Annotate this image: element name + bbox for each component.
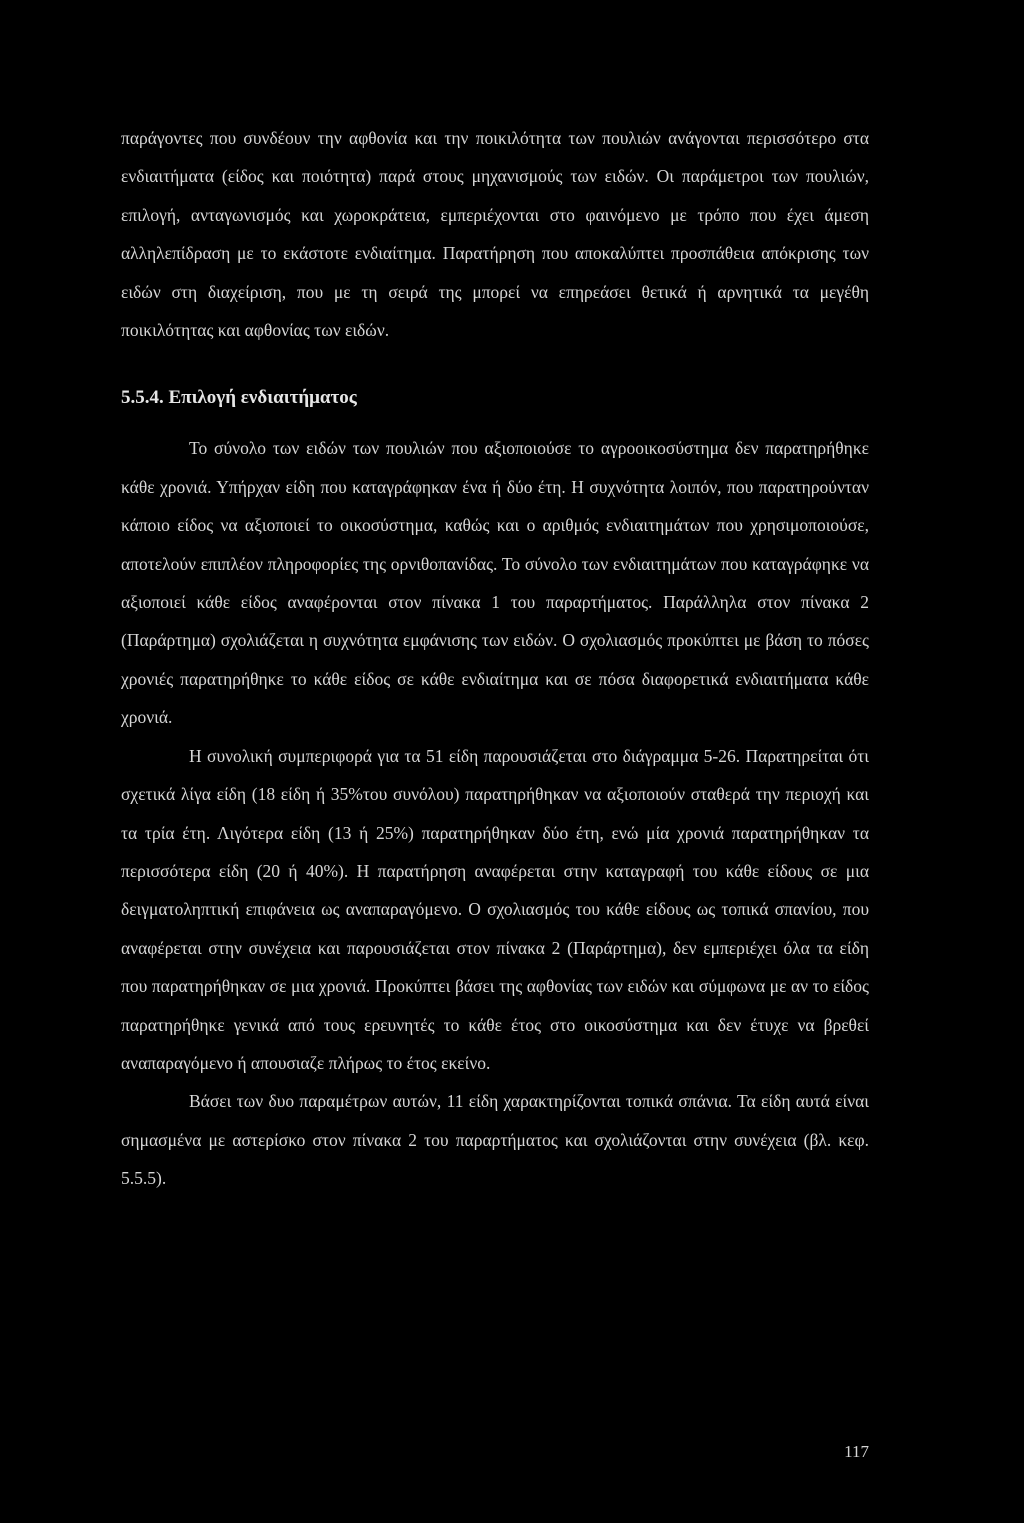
page-number: 117	[844, 1442, 869, 1461]
section-heading: 5.5.4. Επιλογή ενδιαιτήματος	[121, 387, 357, 409]
spacer	[121, 413, 869, 429]
spacer	[121, 349, 869, 383]
paragraph-2: Η συνολική συμπεριφορά για τα 51 είδη παρουσιάζεται στο διάγραμμα 5-26. Παρατηρείται ότι σχετικά λίγα είδη (18 είδη ή 35%του συνόλου) παρατηρήθηκαν να αξιοποιούν σταθερά την περιοχή και τα τρία έτη. Λιγότερα είδη (13 ή 25%) παρατηρήθηκαν δύο έτη, ενώ μία χρονιά παρατηρήθηκαν τα περισσότερα είδη (20 ή 40%). Η παρατήρηση αναφέρεται στην καταγραφή του κάθε είδους σε μια δειγματοληπτική επιφάνεια ως αναπαραγόμενο. Ο σχολιασμός του κάθε είδους ως τοπικά σπανίου, που αναφέρεται στην συνέχεια και παρουσιάζεται στον πίνακα 2 (Παράρτημα), δεν εμπεριέχει όλα τα είδη που παρατηρήθηκαν σε μια χρονιά. Προκύπτει βάσει της αφθονίας των ειδών και σύμφωνα με αν το είδος παρατηρήθηκε γενικά από τους ερευνητές το κάθε έτος στο οικοσύστημα και δεν έτυχε να βρεθεί αναπαραγόμενο ή απουσιαζε πλήρως το έτος εκείνο.	[121, 745, 869, 1073]
intro-paragraph: παράγοντες που συνδέουν την αφθονία και την ποικιλότητα των πουλιών ανάγονται περισσότερο στα ενδιαιτήματα (είδος και ποιότητα) παρά στους μηχανισμούς των ειδών. Οι παράμετροι των πουλιών, επιλογή, ανταγωνισμός και χωροκράτεια, εμπεριέχονται στο φαινόμενο με τρόπο που έχει άμεση αλληλεπίδραση με το εκάστοτε ενδιαίτημα. Παρατήρηση που αποκαλύπτει προσπάθεια απόκρισης των ειδών στη διαχείριση, που με τη σειρά της μπορεί να επηρεάσει θετικά ή αρνητικά τα μεγέθη ποικιλότητας και αφθονίας των ειδών.	[121, 128, 869, 341]
paragraph-3: Βάσει των δυο παραμέτρων αυτών, 11 είδη χαρακτηρίζονται τοπικά σπάνια. Τα είδη αυτά είναι σημασμένα με αστερίσκο στον πίνακα 2 του παραρτήματος και σχολιάζονται στην συνέχεια (βλ. κεφ. 5.5.5).	[121, 1091, 869, 1189]
page-body	[121, 119, 869, 1198]
paragraph-1: Το σύνολο των ειδών των πουλιών που αξιοποιούσε το αγροοικοσύστημα δεν παρατηρήθηκε κάθε χρονιά. Υπήρχαν είδη που καταγράφηκαν ένα ή δύο έτη. Η συχνότητα λοιπόν, που παρατηρούνταν κάποιο είδος να αξιοποιεί το οικοσύστημα, καθώς και ο αριθμός ενδιαιτημάτων που χρησιμοποιούσε, αποτελούν επιπλέον πληροφορίες της ορνιθοπανίδας. Το σύνολο των ενδιαιτημάτων που καταγράφηκε να αξιοποιεί κάθε είδος αναφέρονται στον πίνακα 1 του παραρτήματος. Παράλληλα στον πίνακα 2 (Παράρτημα) σχολιάζεται η συχνότητα εμφάνισης των ειδών. Ο σχολιασμός προκύπτει με βάση το πόσες χρονιές παρατηρήθηκε το κάθε είδος σε κάθε ενδιαίτημα και σε πόσα διαφορετικά ενδιαιτήματα κάθε χρονιά.	[121, 438, 869, 728]
